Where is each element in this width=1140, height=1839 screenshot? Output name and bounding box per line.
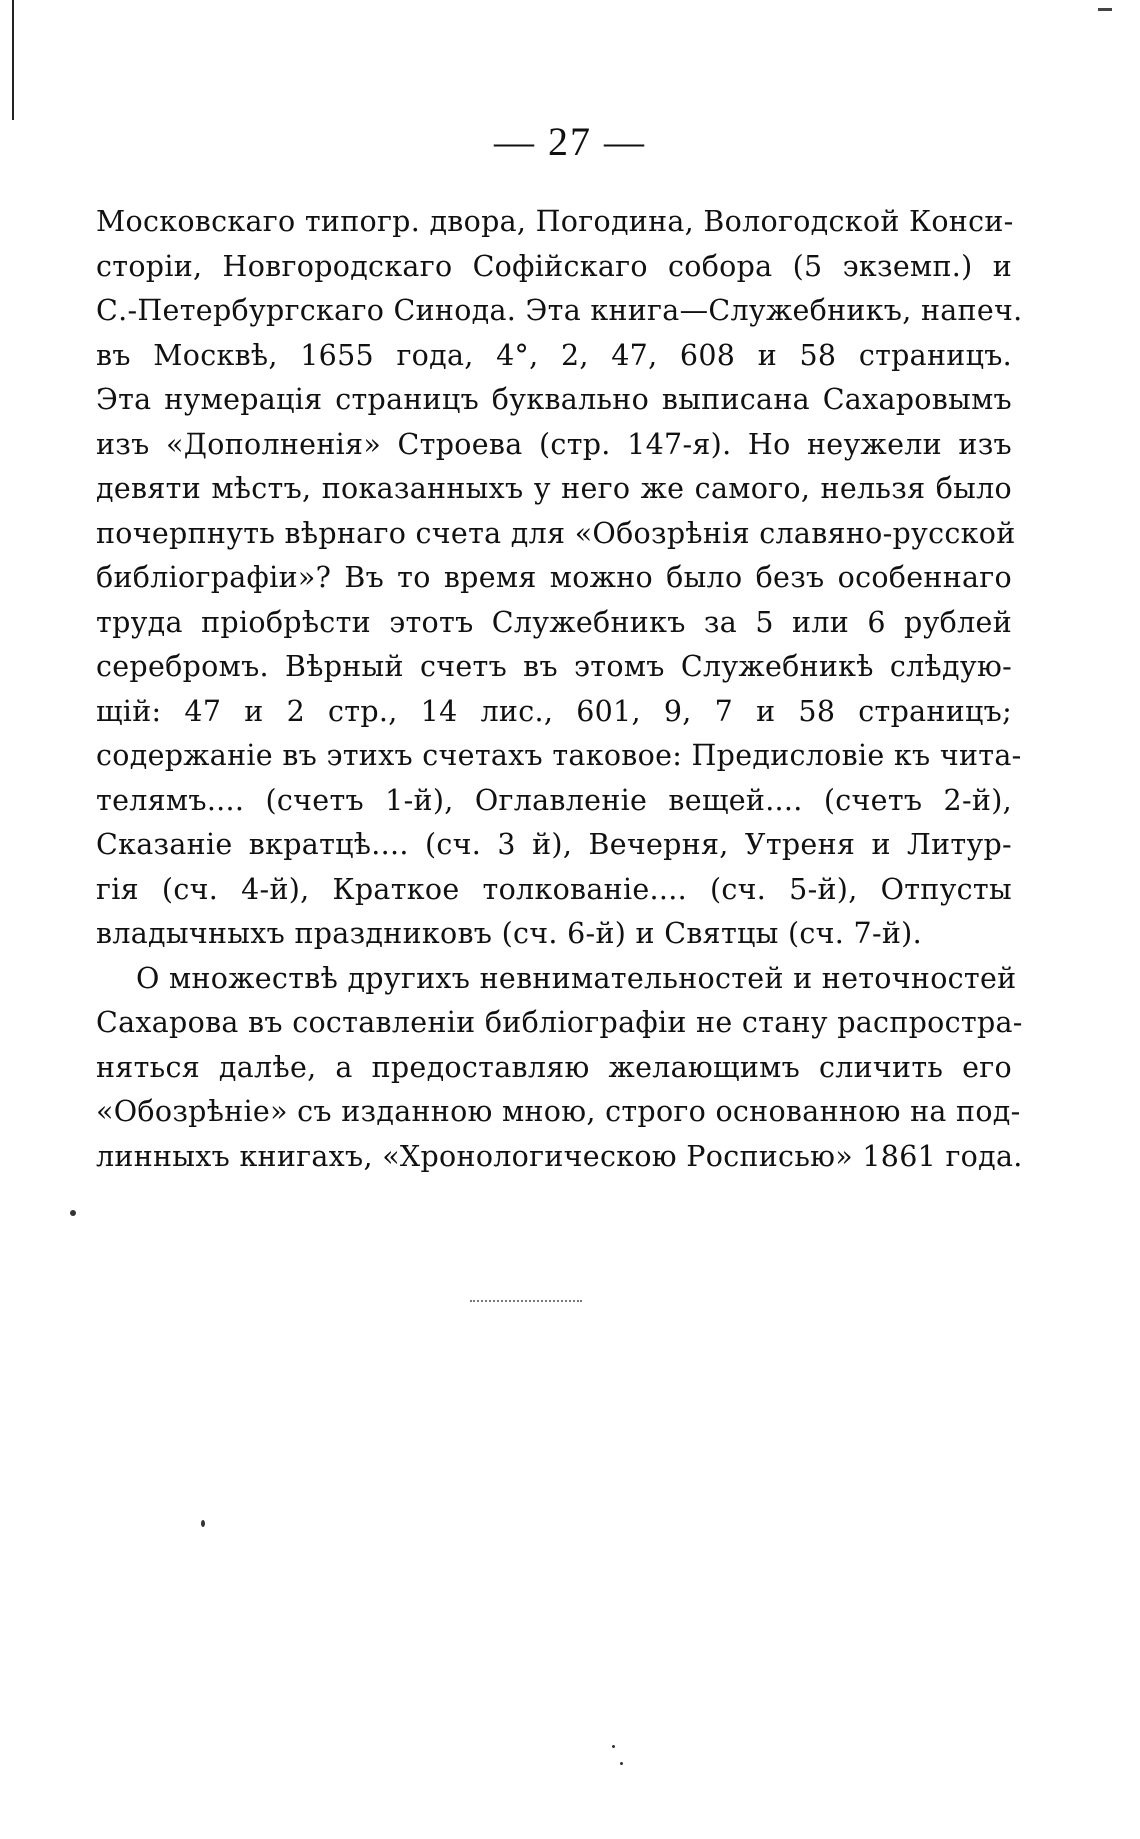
text-line: Сказаніе вкратцѣ.... (сч. 3 й), Вечерня, Утреня и Литур- xyxy=(96,828,1012,861)
text-line: библіографіи»? Въ то время можно было безъ особеннаго xyxy=(96,561,1012,594)
text-line: серебромъ. Вѣрный счетъ въ этомъ Служебникѣ слѣдую- xyxy=(96,650,1012,683)
text-line: телямъ.... (счетъ 1-й), Оглавленіе вещей.... (счетъ 2-й), xyxy=(96,783,1012,817)
text-line: содержаніе въ этихъ счетахъ таковое: Предисловіе къ чита- xyxy=(96,739,1022,772)
page-number: — 27 — xyxy=(494,119,646,164)
text-line: щій: 47 и 2 стр., 14 лис., 601, 9, 7 и 58 страницъ; xyxy=(96,694,1012,728)
text-line: «Обозрѣніе» съ изданною мною, строго основанною на под- xyxy=(96,1095,1021,1128)
text-line: девяти мѣстъ, показанныхъ у него же самого, нельзя было xyxy=(96,472,1012,505)
body-text xyxy=(96,200,1023,1179)
ink-speck xyxy=(620,1762,623,1765)
text-line: Сахарова въ составленіи библіографіи не стану распростра- xyxy=(96,1006,1023,1039)
paragraph-2 xyxy=(96,957,1023,1180)
paragraph-1 xyxy=(96,200,1023,957)
text-line: Эта нумерація страницъ буквально выписана Сахаровымъ xyxy=(96,383,1012,416)
corner-mark xyxy=(1098,8,1112,11)
text-line: изъ «Дополненія» Строева (стр. 147-я). Но неужели изъ xyxy=(96,427,1012,461)
text-line: О множествѣ другихъ невнимательностей и неточностей xyxy=(136,961,1017,995)
text-line: почерпнуть вѣрнаго счета для «Обозрѣнія славяно-русской xyxy=(96,516,1016,550)
text-line: въ Москвѣ, 1655 года, 4°, 2, 47, 608 и 58 страницъ. xyxy=(96,338,1012,372)
text-line: С.-Петербургскаго Синода. Эта книга—Служебникъ, напеч. xyxy=(96,294,1023,327)
text-line: сторіи, Новгородскаго Софійскаго собора (5 экземп.) и xyxy=(96,249,1012,283)
ink-speck xyxy=(201,1520,205,1527)
ink-speck xyxy=(70,1210,76,1216)
dotted-separator xyxy=(470,1300,582,1302)
page-edge-line xyxy=(12,0,14,120)
text-line: труда пріобрѣсти этотъ Служебникъ за 5 или 6 рублей xyxy=(96,605,1012,639)
text-line: няться далѣе, а предоставляю желающимъ сличить его xyxy=(96,1050,1012,1084)
text-line: Московскаго типогр. двора, Погодина, Вологодской Конси- xyxy=(96,205,1014,238)
text-line: владычныхъ праздниковъ (сч. 6-й) и Святцы (сч. 7-й). xyxy=(96,917,922,950)
text-line: гія (сч. 4-й), Краткое толкованіе.... (сч. 5-й), Отпусты xyxy=(96,872,1012,906)
ink-speck xyxy=(612,1745,615,1748)
text-line: линныхъ книгахъ, «Хронологическою Росписью» 1861 года. xyxy=(96,1139,1023,1173)
